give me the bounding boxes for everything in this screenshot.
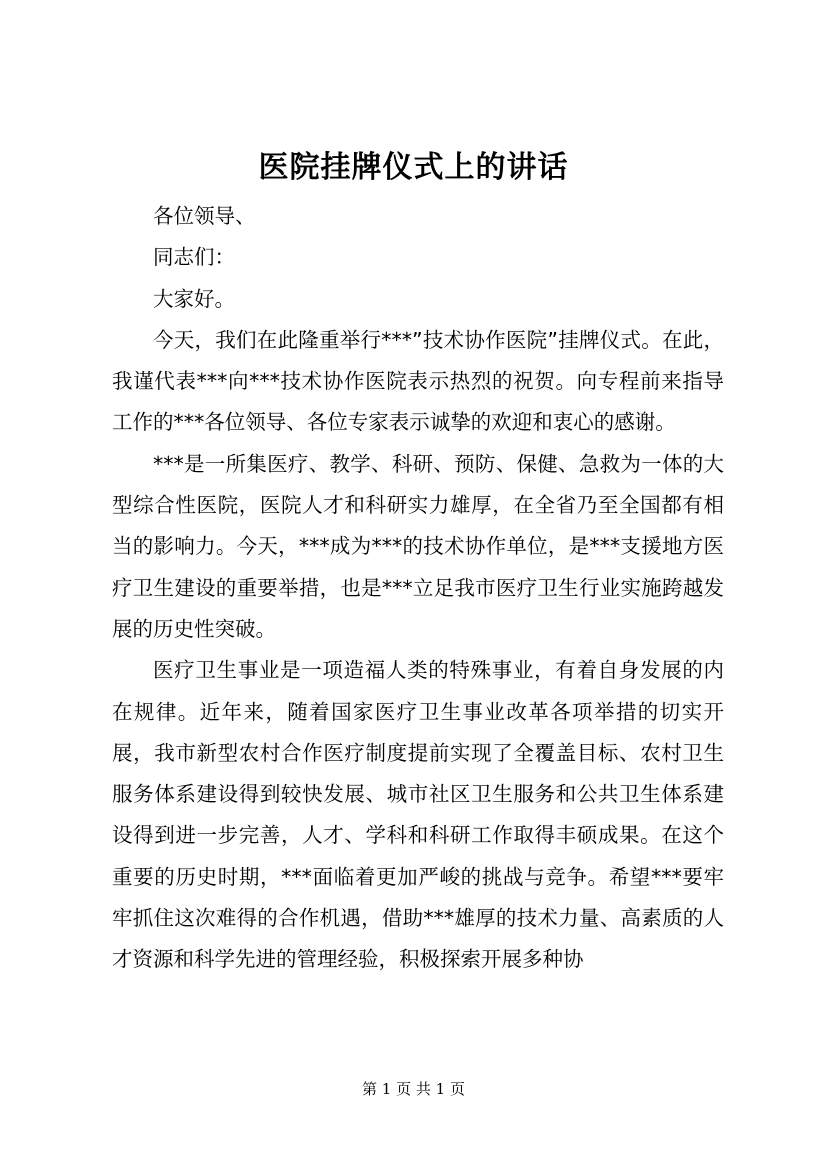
body-paragraph: ***是一所集医疗、教学、科研、预防、保健、急救为一体的大型综合性医院，医院人才和科研实力雄厚，在全省乃至全国都有相当的影响力。今天，***成为***的技术协作单位，是***支援地方医疗卫生建设的重要举措，也是***立足我市医疗卫生行业实施跨越发展的历史性突破。: [112, 451, 724, 641]
body-paragraph: 今天，我们在此隆重举行***”技术协作医院”挂牌仪式。在此，我谨代表***向***技术协作医院表示热烈的祝贺。向专程前来指导工作的***各位领导、各位专家表示诚挚的欢迎和衷心的感谢。: [112, 327, 724, 435]
body-paragraph: 医疗卫生事业是一项造福人类的特殊事业，有着自身发展的内在规律。近年来，随着国家医疗卫生事业改革各项举措的切实开展，我市新型农村合作医疗制度提前实现了全覆盖目标、农村卫生服务体系建设得到较快发展、城市社区卫生服务和公共卫生体系建设得到进一步完善，人才、学科和科研工作取得丰硕成果。在这个重要的历史时期，***面临着更加严峻的挑战与竞争。希望***要牢牢抓住这次难得的合作机遇，借助***雄厚的技术力量、高素质的人才资源和科学先进的管理经验，积极探索开展多种协: [112, 658, 724, 972]
document-title: 医院挂牌仪式上的讲话: [258, 150, 569, 185]
document-body: [112, 196, 724, 981]
salutation-comrades: 同志们：: [153, 245, 235, 270]
page-footer: 第 1 页 共 1 页: [362, 1080, 465, 1098]
greeting: 大家好。: [153, 286, 235, 311]
salutation-leaders: 各位领导、: [153, 204, 256, 228]
